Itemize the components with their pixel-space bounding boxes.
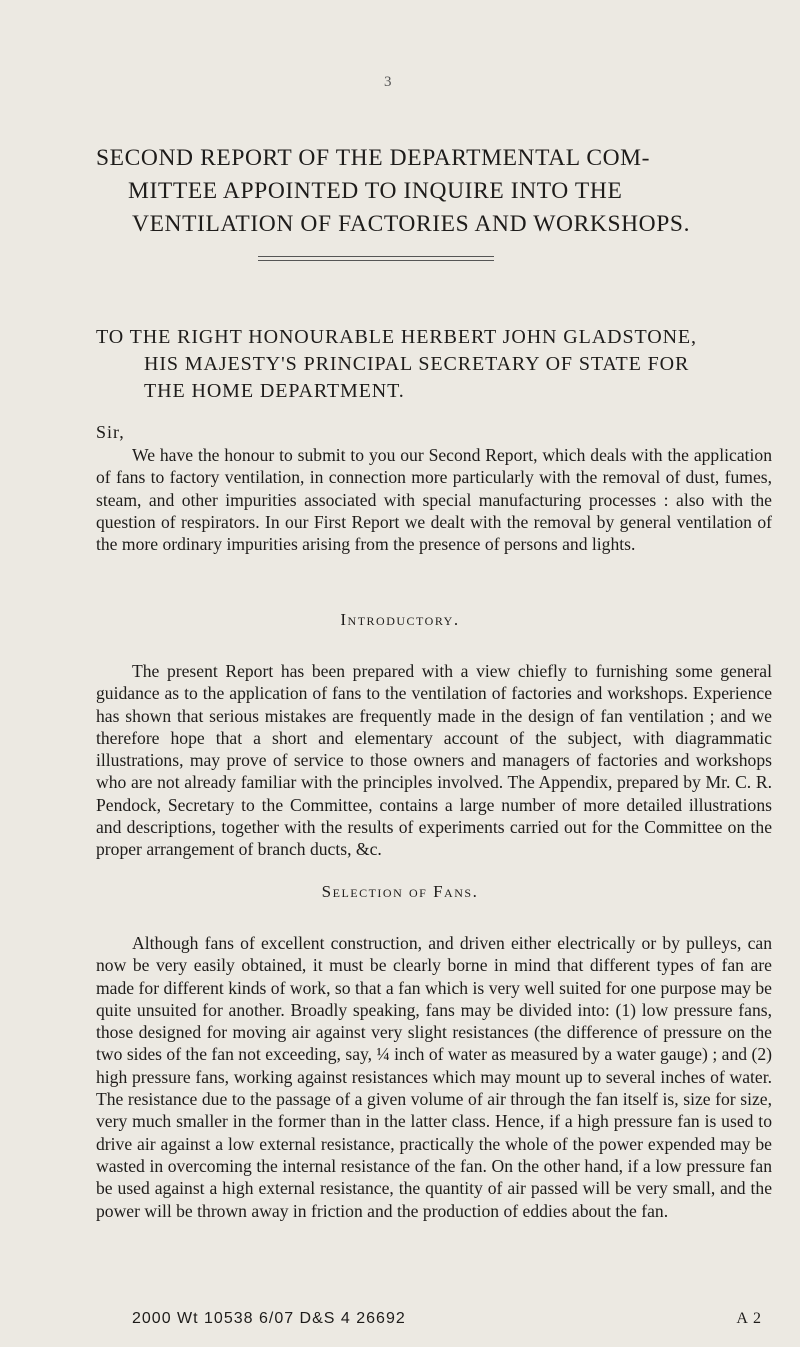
addressee-block: [96, 324, 764, 405]
page-number: 3: [384, 74, 392, 90]
section-heading-selection-of-fans: Selection of Fans.: [321, 882, 479, 901]
body-paragraph-3: Although fans of excellent construction, and driven either electrically or by pulleys, can now be very easily obtained, it must be clearly borne in mind that different types of fan are made for different kinds of work, so that a fan which is very well suited for one purpose may be quite unsuited for another. Broadly speaking, fans may be divided into: (1) low pressure fans, those designed for moving air against very slight resistances (the difference of pressure on the two sides of the fan not exceeding, say, ¼ inch of water as measured by a water gauge) ; and (2) high pressure fans, working against resistances which may mount up to several inches of water. The resistance due to the passage of a given volume of air through the fan itself is, size for size, very much smaller in the former than in the latter class. Hence, if a high pressure fan is used to drive air against a low external resistance, practically the whole of the power expended may be wasted in overcoming the internal resistance of the fan. On the other hand, if a low pressure fan be used against a high external resistance, the quantity of air passed will be very small, and the power will be thrown away in friction and the production of eddies about the fan.: [96, 933, 772, 1221]
title-line-1: SECOND REPORT OF THE DEPARTMENTAL COM-: [96, 145, 651, 171]
printer-imprint: [132, 1310, 772, 1328]
imprint-text: 2000 Wt 10538 6/07 D&S 4 26692: [132, 1310, 406, 1327]
title-line-3: VENTILATION OF FACTORIES AND WORKSHOPS.: [132, 211, 691, 237]
addressee-line-1: TO THE RIGHT HONOURABLE HERBERT JOHN GLADSTONE,: [96, 326, 697, 348]
title-divider: [258, 256, 494, 257]
title-line-2: MITTEE APPOINTED TO INQUIRE INTO THE: [128, 178, 623, 204]
report-title: [96, 142, 746, 241]
addressee-line-2: HIS MAJESTY'S PRINCIPAL SECRETARY OF STATE FOR: [144, 353, 690, 375]
body-paragraph-2: The present Report has been prepared with a view chiefly to furnishing some general guidance as to the application of fans to the ventilation of factories and workshops. Experience has shown that serious mistakes are frequently made in the design of fan ventilation ; and we therefore hope that a short and elementary account of the subject, with diagrammatic illustrations, may prove of service to those owners and managers of factories and workshops who are not already familiar with the principles involved. The Appendix, prepared by Mr. C. R. Pendock, Secretary to the Committee, contains a large number of more detailed illustrations and descriptions, together with the results of experiments carried out for the Committee on the proper arrangement of branch ducts, &c.: [96, 661, 772, 860]
salutation: Sir,: [96, 422, 125, 442]
section-heading-introductory: Introductory.: [340, 610, 460, 629]
signature-mark: A 2: [736, 1310, 762, 1327]
addressee-line-3: THE HOME DEPARTMENT.: [144, 380, 405, 402]
title-divider-lower: [258, 260, 494, 261]
body-paragraph-1: We have the honour to submit to you our Second Report, which deals with the application of fans to factory ventilation, in connection more particularly with the removal of dust, fumes, steam, and other impurities associated with special manufacturing processes : also with the question of respirators. In our First Report we dealt with the removal by general ventilation of the more ordinary impurities arising from the presence of persons and lights.: [96, 445, 772, 555]
